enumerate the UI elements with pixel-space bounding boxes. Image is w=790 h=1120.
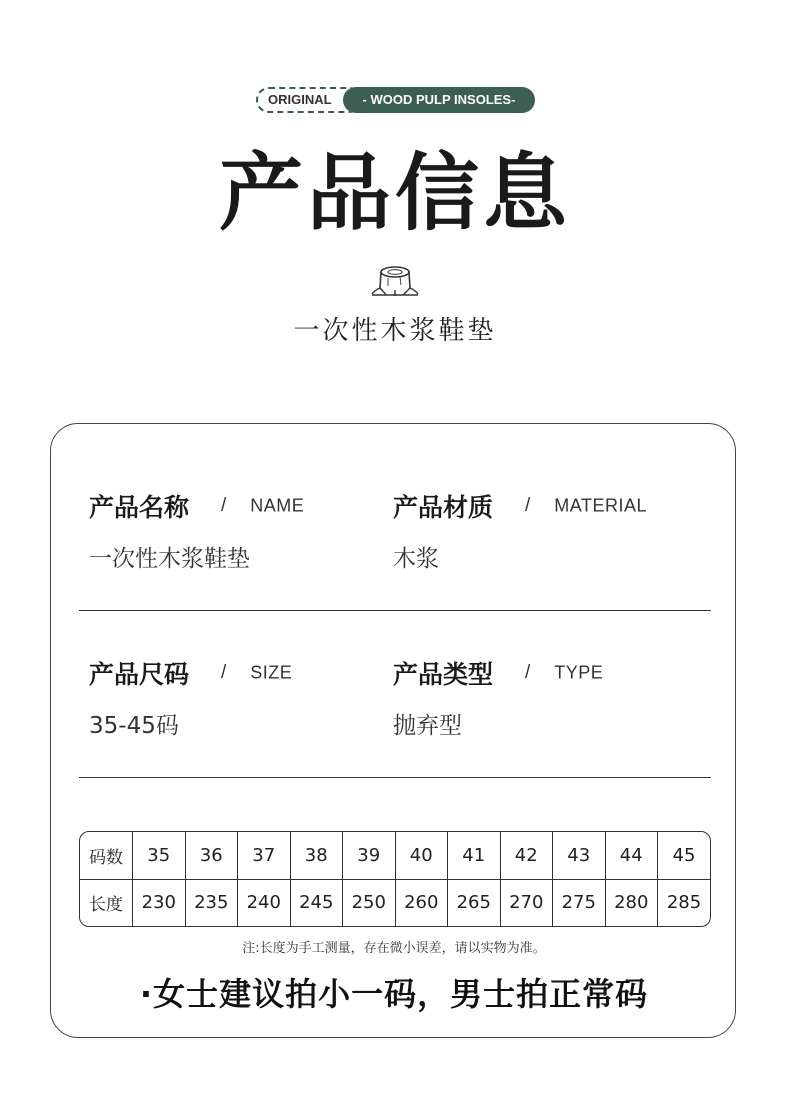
length-cell: 235 <box>185 879 238 926</box>
size-cell: 43 <box>553 832 606 879</box>
field-material-en: MATERIAL <box>554 495 647 516</box>
field-size-slash: / <box>221 662 227 683</box>
size-cell: 37 <box>238 832 291 879</box>
length-cell: 260 <box>395 879 448 926</box>
length-cell: 265 <box>448 879 501 926</box>
header-badge <box>256 87 536 113</box>
field-material-value: 木浆 <box>393 546 439 572</box>
size-row-label: 码数 <box>80 832 133 879</box>
field-size-value: 35-45码 <box>89 713 179 739</box>
length-row <box>80 879 710 926</box>
size-tip: ·女士建议拍小一码，男士拍正常码 <box>139 975 649 1013</box>
field-material-slash: / <box>525 495 531 516</box>
size-cell: 45 <box>658 832 711 879</box>
product-info-card <box>50 423 736 1038</box>
field-type-en: TYPE <box>554 662 604 683</box>
length-cell: 245 <box>290 879 343 926</box>
length-cell: 285 <box>666 892 702 914</box>
field-size-label: 产品尺码 <box>89 660 190 689</box>
page-subtitle: 一次性木浆鞋垫 <box>293 316 497 346</box>
length-cell: 240 <box>238 879 291 926</box>
field-type-label: 产品类型 <box>393 660 494 689</box>
size-cell: 38 <box>290 832 343 879</box>
badge-wood-pulp-insoles: - WOOD PULP INSOLES- <box>343 87 535 113</box>
length-cell: 280 <box>605 879 658 926</box>
length-cell: 270 <box>500 879 553 926</box>
field-name-slash: / <box>221 495 227 516</box>
field-type-value: 抛弃型 <box>393 713 462 739</box>
measurement-note: 注:长度为手工测量，存在微小误差，请以实物为准。 <box>242 941 546 956</box>
divider-top <box>79 610 711 611</box>
length-cell: 230 <box>133 879 186 926</box>
field-size-en: SIZE <box>250 662 293 683</box>
size-cell: 39 <box>343 832 396 879</box>
field-name-label: 产品名称 <box>89 493 190 522</box>
size-cell: 44 <box>605 832 658 879</box>
tree-stump-icon <box>370 264 420 298</box>
field-material-label: 产品材质 <box>393 493 494 522</box>
field-name-en: NAME <box>250 495 305 516</box>
size-cell: 41 <box>448 832 501 879</box>
size-table <box>79 831 711 927</box>
size-row <box>80 832 710 879</box>
divider-bottom <box>79 777 711 778</box>
size-cell: 42 <box>500 832 553 879</box>
size-cell: 40 <box>395 832 448 879</box>
page-title: 产品信息 <box>218 144 571 242</box>
badge-original: ORIGINAL <box>256 87 362 113</box>
field-type-slash: / <box>525 662 531 683</box>
size-cell: 35 <box>133 832 186 879</box>
length-cell: 250 <box>343 879 396 926</box>
length-cell: 275 <box>553 879 606 926</box>
length-row-label: 长度 <box>80 879 133 926</box>
size-cell: 36 <box>185 832 238 879</box>
field-name-value: 一次性木浆鞋垫 <box>89 546 250 572</box>
